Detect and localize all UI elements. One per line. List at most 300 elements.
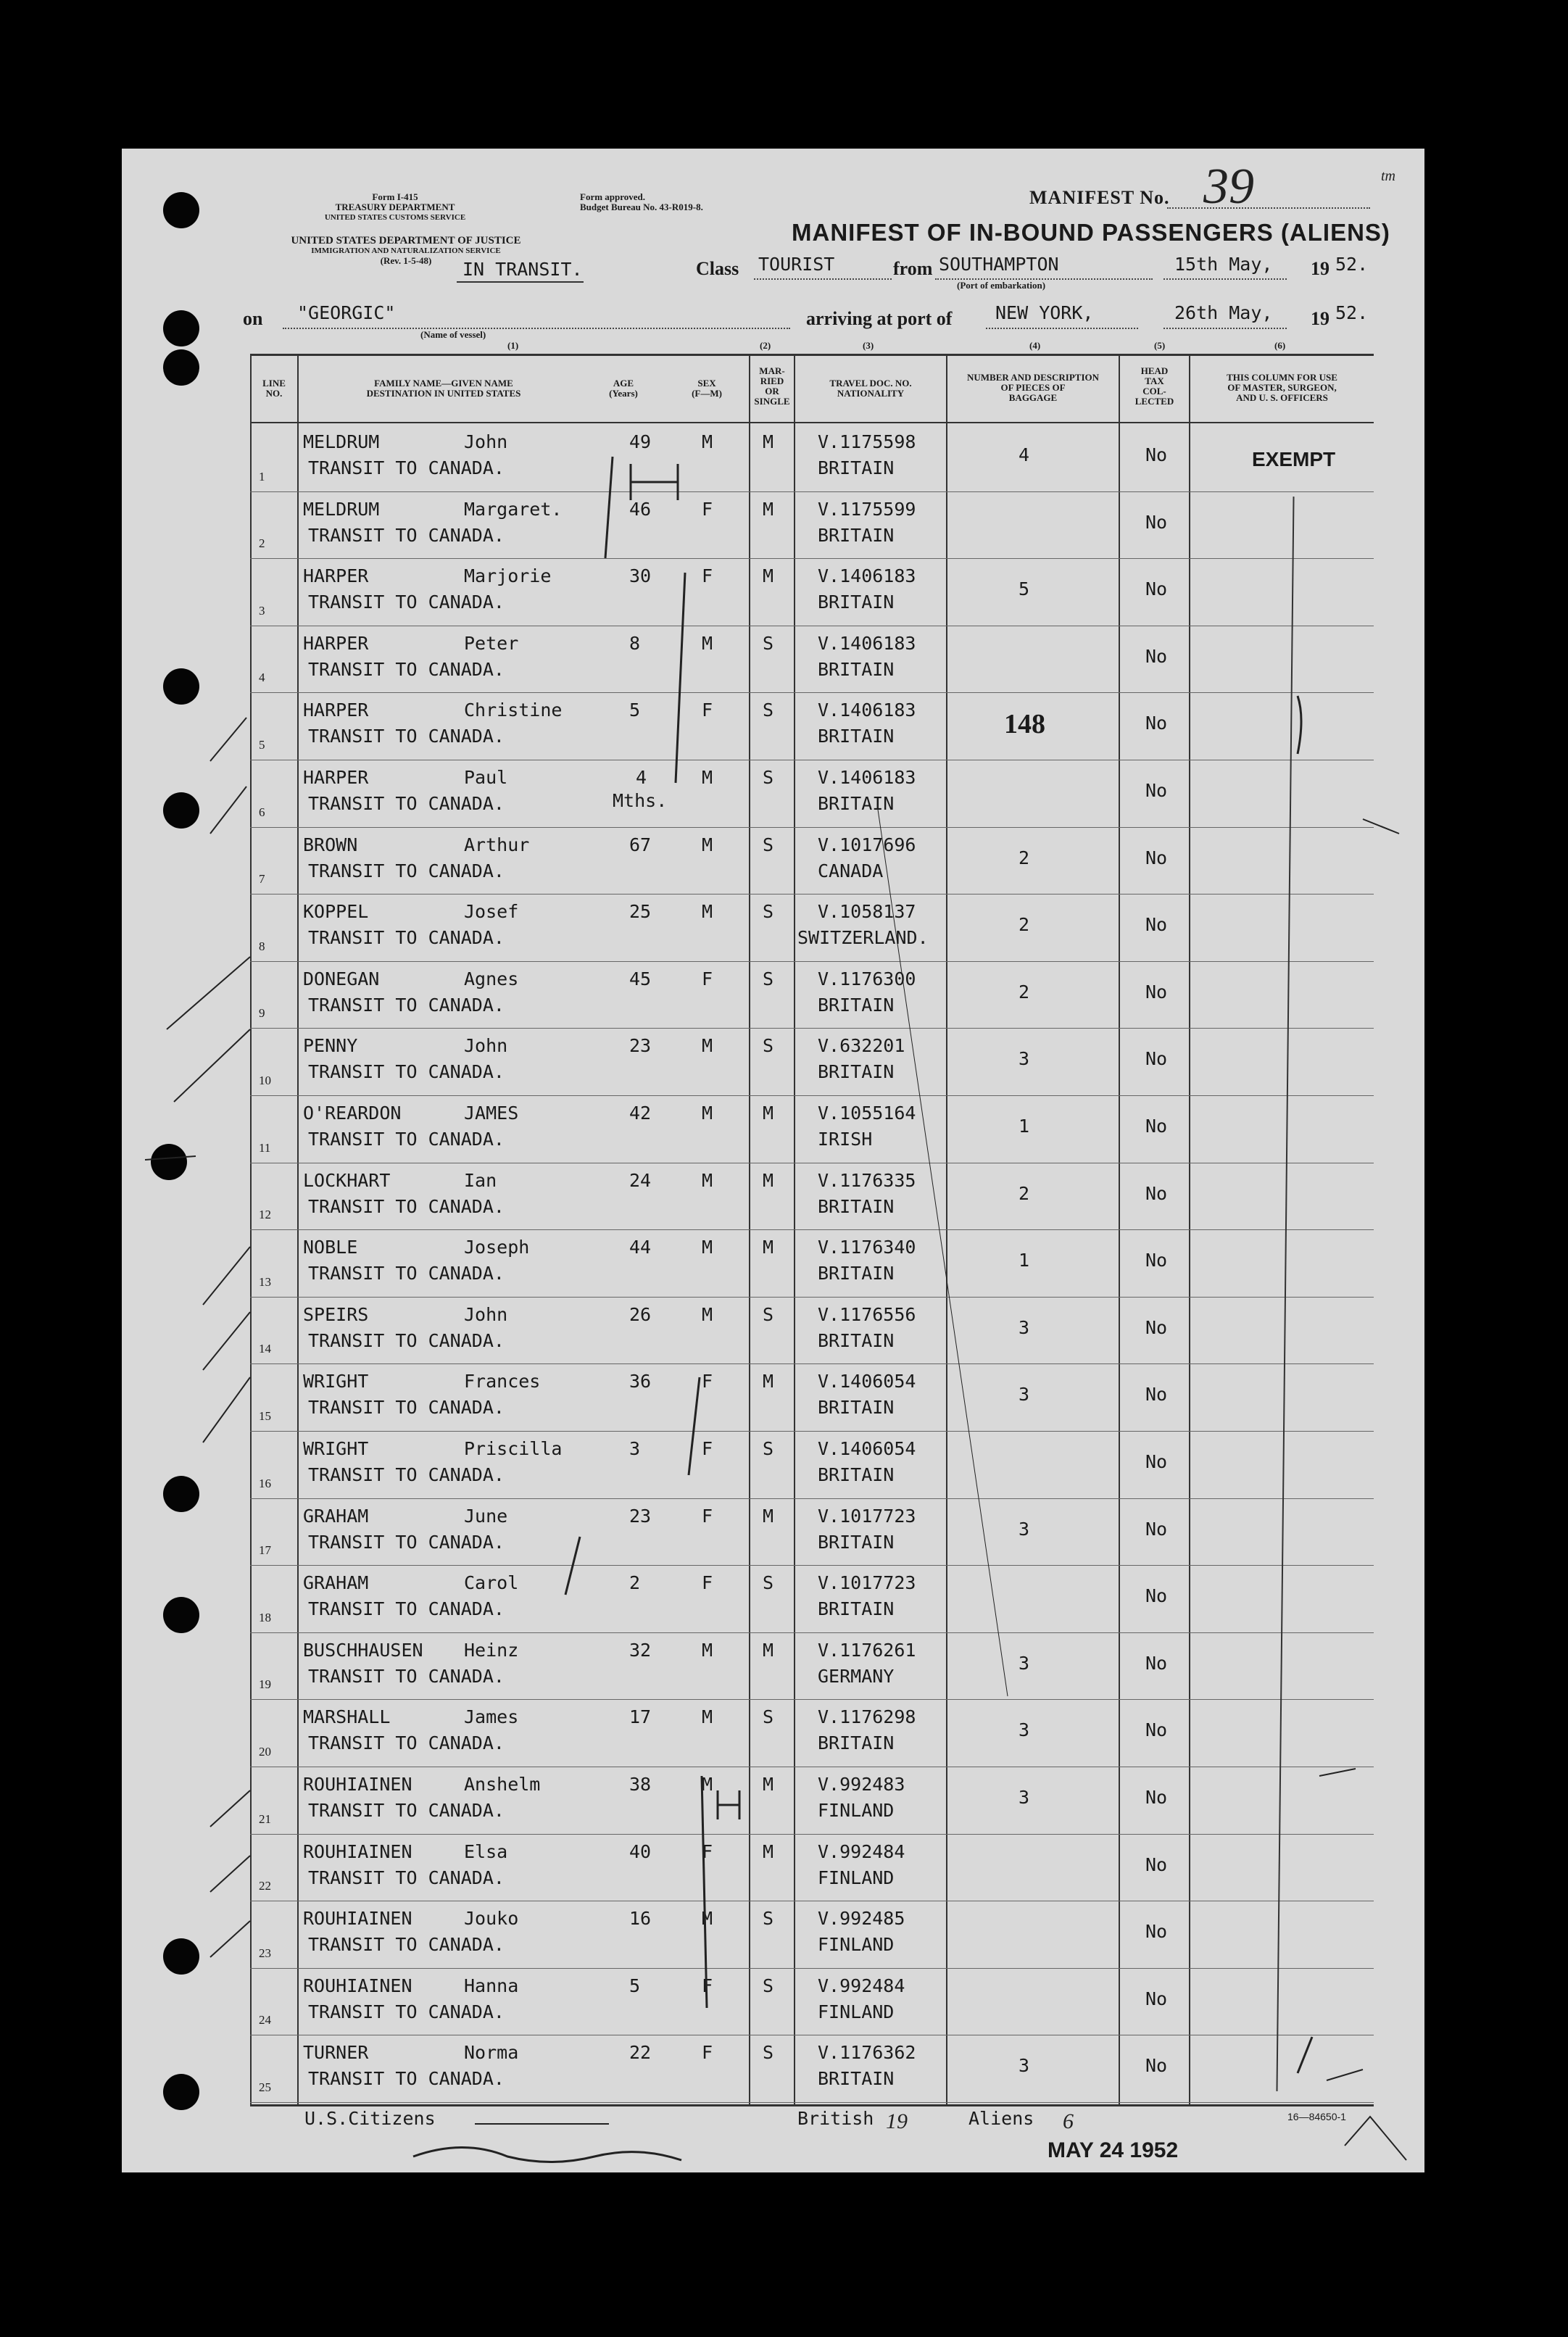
family-name: HARPER [303, 767, 369, 788]
age: 25 [629, 901, 652, 923]
sex: M [702, 1706, 713, 1728]
line-number: 18 [259, 1610, 271, 1624]
given-name: Carol [464, 1572, 519, 1594]
age: 4 [636, 767, 647, 788]
travel-doc-no: V.1176556 [818, 1303, 916, 1325]
family-name: SPEIRS [303, 1303, 369, 1325]
line-number: 14 [259, 1342, 271, 1356]
head-tax-status: No [1145, 1048, 1168, 1070]
head-tax-status: No [1145, 1116, 1168, 1137]
manifest-title: MANIFEST OF IN-BOUND PASSENGERS (ALIENS) [792, 219, 1390, 246]
destination: TRANSIT TO CANADA. [308, 591, 505, 613]
line-number: 20 [259, 1745, 271, 1759]
travel-doc-no: V.1055164 [818, 1103, 916, 1124]
age: 49 [629, 431, 652, 452]
line-number: 8 [259, 939, 265, 953]
family-name: WRIGHT [303, 1438, 369, 1459]
page-mark: tm [1381, 168, 1395, 184]
given-name: Jouko [464, 1908, 519, 1930]
baggage-count: 3 [1019, 1384, 1030, 1406]
marital-status: S [763, 632, 774, 654]
destination: TRANSIT TO CANADA. [308, 1800, 505, 1821]
header-text: (Years) [609, 388, 638, 399]
family-name: HARPER [303, 632, 369, 654]
british-count: 19 [886, 2109, 908, 2133]
travel-doc-no: V.1406183 [818, 565, 916, 587]
given-name: Marjorie [464, 565, 552, 587]
destination: TRANSIT TO CANADA. [308, 1329, 505, 1351]
baggage-count: 2 [1019, 847, 1030, 868]
given-name: John [464, 431, 508, 452]
nationality: IRISH [818, 1129, 873, 1150]
class-label: Class [696, 258, 739, 279]
nationality: BRITAIN [818, 524, 895, 546]
given-name: Joseph [464, 1237, 530, 1258]
given-name: Ian [464, 1169, 497, 1191]
family-name: PENNY [303, 1035, 358, 1057]
marital-status: S [763, 1303, 774, 1325]
line-number: 12 [259, 1208, 271, 1222]
marital-status: S [763, 1908, 774, 1930]
nationality: BRITAIN [818, 457, 895, 478]
family-name: HARPER [303, 700, 369, 721]
given-name: Paul [464, 767, 508, 788]
destination: TRANSIT TO CANADA. [308, 860, 505, 881]
line-number: 21 [259, 1811, 271, 1826]
head-tax-status: No [1145, 1854, 1168, 1875]
vessel-label: (Name of vessel) [420, 329, 486, 340]
family-name: GRAHAM [303, 1572, 369, 1594]
destination: TRANSIT TO CANADA. [308, 1263, 505, 1284]
line-number: 15 [259, 1409, 271, 1423]
travel-doc-no: V.1406183 [818, 767, 916, 788]
marital-status: S [763, 834, 774, 855]
header-text: HEAD [1140, 365, 1169, 376]
port-embark-label: (Port of embarkation) [957, 280, 1046, 291]
head-tax-status: No [1145, 780, 1168, 801]
col-num: (5) [1154, 340, 1166, 351]
budget-bureau-line: Budget Bureau No. 43-R019-8. [580, 202, 703, 212]
travel-doc-no: V.1176340 [818, 1237, 916, 1258]
nationality: BRITAIN [818, 1732, 895, 1754]
manifest-number: 39 [1203, 159, 1254, 215]
age: 17 [629, 1706, 652, 1728]
age: 16 [629, 1908, 652, 1930]
family-name: BUSCHHAUSEN [303, 1639, 423, 1661]
given-name: Arthur [464, 834, 530, 855]
col-num: (4) [1029, 340, 1041, 351]
age: 5 [629, 700, 641, 721]
sex: M [702, 1303, 713, 1325]
line-number: 10 [259, 1074, 271, 1087]
customs-service: UNITED STATES CUSTOMS SERVICE [324, 213, 466, 222]
family-name: TURNER [303, 2042, 369, 2064]
line-number: 7 [259, 872, 265, 887]
marital-status: S [763, 2042, 774, 2064]
aliens-label: Aliens [968, 2108, 1034, 2129]
age: 36 [629, 1371, 652, 1392]
head-tax-status: No [1145, 914, 1168, 936]
family-name: BROWN [303, 834, 358, 855]
destination: TRANSIT TO CANADA. [308, 1397, 505, 1419]
given-name: Hanna [464, 1975, 519, 1996]
age-unit: Mths. [613, 790, 668, 811]
line-number: 9 [259, 1006, 265, 1021]
approval-line: Form approved. [580, 191, 646, 202]
marital-status: S [763, 1706, 774, 1728]
travel-doc-no: V.1175599 [818, 498, 916, 520]
marital-status: S [763, 1035, 774, 1057]
destination: TRANSIT TO CANADA. [308, 927, 505, 949]
nationality: BRITAIN [818, 1598, 895, 1620]
age: 38 [629, 1774, 652, 1795]
year-prefix: 19 [1311, 308, 1330, 329]
line-number: 17 [259, 1543, 271, 1558]
sex: F [702, 498, 713, 520]
family-name: MARSHALL [303, 1706, 391, 1728]
head-tax-status: No [1145, 1182, 1168, 1204]
arriving-label: arriving at port of [806, 308, 953, 329]
doj-line: UNITED STATES DEPARTMENT OF JUSTICE [291, 235, 521, 246]
sex: M [702, 1908, 713, 1930]
revision-line: (Rev. 1-5-48) [380, 255, 432, 266]
nationality: BRITAIN [818, 1397, 895, 1419]
sex: F [702, 1505, 713, 1527]
family-name: O'REARDON [303, 1103, 402, 1124]
age: 2 [629, 1572, 641, 1594]
given-name: Peter [464, 632, 519, 654]
col-num: (2) [760, 340, 771, 351]
given-name: Elsa [464, 1840, 508, 1862]
marital-status: M [763, 1169, 774, 1191]
class-value: TOURIST [758, 254, 835, 275]
marital-status: S [763, 700, 774, 721]
header-text: SEX [697, 378, 716, 389]
head-tax-status: No [1145, 1988, 1168, 2009]
family-name: MELDRUM [303, 498, 380, 520]
age: 3 [629, 1438, 641, 1459]
header-text: AND U. S. OFFICERS [1236, 392, 1328, 403]
line-number: 6 [259, 805, 265, 819]
marital-status: S [763, 1975, 774, 1996]
header-text: NUMBER AND DESCRIPTION [966, 372, 1100, 383]
head-tax-status: No [1145, 1250, 1168, 1271]
line-number: 13 [259, 1274, 271, 1289]
marital-status: M [763, 1237, 774, 1258]
baggage-count: 3 [1019, 1652, 1030, 1674]
nationality: FINLAND [818, 1800, 895, 1821]
given-name: Priscilla [464, 1438, 563, 1459]
travel-doc-no: V.1176335 [818, 1169, 916, 1191]
family-name: ROUHIAINEN [303, 1908, 412, 1930]
age: 8 [629, 632, 641, 654]
marital-status: M [763, 498, 774, 520]
header-text: NO. [265, 388, 283, 399]
nationality: BRITAIN [818, 1195, 895, 1217]
from-label: from [893, 258, 933, 279]
baggage-count: 5 [1019, 578, 1030, 600]
baggage-count: 3 [1019, 1719, 1030, 1741]
family-name: DONEGAN [303, 968, 380, 989]
marital-status: M [763, 565, 774, 587]
head-tax-status: No [1145, 578, 1168, 600]
destination: TRANSIT TO CANADA. [308, 1061, 505, 1083]
nationality: CANADA [818, 860, 884, 881]
marital-status: M [763, 431, 774, 452]
nationality: FINLAND [818, 1934, 895, 1956]
on-label: on [243, 308, 263, 329]
family-name: ROUHIAINEN [303, 1975, 412, 1996]
given-name: James [464, 1706, 519, 1728]
nationality: BRITAIN [818, 1263, 895, 1284]
sex: M [702, 1035, 713, 1057]
header-text: LECTED [1134, 396, 1174, 407]
print-code: 16—84650-1 [1287, 2111, 1346, 2122]
header-text: DESTINATION IN UNITED STATES [366, 388, 521, 399]
header-text: SINGLE [754, 396, 790, 407]
destination: TRANSIT TO CANADA. [308, 1934, 505, 1956]
line-number: 3 [259, 603, 265, 618]
baggage-count: 3 [1019, 1316, 1030, 1338]
head-tax-status: No [1145, 511, 1168, 533]
destination: TRANSIT TO CANADA. [308, 793, 505, 814]
age: 42 [629, 1103, 652, 1124]
head-tax-status: No [1145, 713, 1168, 734]
date-stamp: MAY 24 1952 [1048, 2138, 1179, 2162]
given-name: JAMES [464, 1103, 519, 1124]
destination: TRANSIT TO CANADA. [308, 1598, 505, 1620]
baggage-count: 2 [1019, 1182, 1030, 1204]
given-name: Margaret. [464, 498, 563, 520]
nationality: FINLAND [818, 1867, 895, 1888]
travel-doc-no: V.1175598 [818, 431, 916, 452]
given-name: Heinz [464, 1639, 519, 1661]
line-number: 24 [259, 2013, 271, 2027]
from-port: SOUTHAMPTON [939, 254, 1059, 275]
given-name: John [464, 1035, 508, 1057]
travel-doc-no: V.1406054 [818, 1438, 916, 1459]
line-number: 16 [259, 1476, 271, 1490]
head-tax-status: No [1145, 1451, 1168, 1472]
travel-doc-no: V.1176300 [818, 968, 916, 989]
treasury-dept: TREASURY DEPARTMENT [335, 202, 455, 212]
destination: TRANSIT TO CANADA. [308, 1665, 505, 1687]
travel-doc-no: V.632201 [818, 1035, 905, 1057]
nationality: BRITAIN [818, 1329, 895, 1351]
nationality: BRITAIN [818, 591, 895, 613]
marital-status: M [763, 1505, 774, 1527]
header-text: (F—M) [692, 388, 722, 399]
travel-doc-no: V.1176362 [818, 2042, 916, 2064]
family-name: KOPPEL [303, 901, 369, 923]
age: 44 [629, 1237, 652, 1258]
nationality: BRITAIN [818, 994, 895, 1016]
departure-date: 15th May, [1174, 254, 1273, 275]
head-tax-status: No [1145, 1652, 1168, 1674]
baggage-count: 2 [1019, 914, 1030, 936]
family-name: ROUHIAINEN [303, 1774, 412, 1795]
travel-doc-no: V.1406183 [818, 632, 916, 654]
col-num: (1) [507, 340, 519, 351]
head-tax-status: No [1145, 2055, 1168, 2077]
line-number: 2 [259, 536, 265, 551]
age: 67 [629, 834, 652, 855]
sex: F [702, 1840, 713, 1862]
baggage-count: 3 [1019, 1048, 1030, 1070]
baggage-count: 4 [1019, 444, 1030, 465]
us-citizens-label: U.S.Citizens [304, 2108, 436, 2129]
nationality: BRITAIN [818, 726, 895, 747]
destination: TRANSIT TO CANADA. [308, 2068, 505, 2090]
in-transit-label: IN TRANSIT. [462, 259, 583, 280]
head-tax-status: No [1145, 1316, 1168, 1338]
destination: TRANSIT TO CANADA. [308, 1464, 505, 1485]
travel-doc-no: V.1017723 [818, 1572, 916, 1594]
destination: TRANSIT TO CANADA. [308, 524, 505, 546]
aliens-count: 6 [1063, 2109, 1074, 2133]
destination: TRANSIT TO CANADA. [308, 658, 505, 680]
marital-status: S [763, 901, 774, 923]
british-label: British [797, 2108, 874, 2129]
header-text: AGE [613, 378, 634, 389]
nationality: BRITAIN [818, 1061, 895, 1083]
line-number: 23 [259, 1946, 271, 1960]
head-tax-status: No [1145, 1384, 1168, 1406]
header-text: OF MASTER, SURGEON, [1227, 382, 1337, 393]
form-number: Form I-415 [372, 191, 418, 202]
travel-doc-no: V.1176298 [818, 1706, 916, 1728]
nationality: GERMANY [818, 1665, 895, 1687]
given-name: Norma [464, 2042, 519, 2064]
nationality: BRITAIN [818, 658, 895, 680]
sex: F [702, 1975, 713, 1996]
exempt-stamp: EXEMPT [1252, 448, 1336, 470]
family-name: WRIGHT [303, 1371, 369, 1392]
marital-status: S [763, 1572, 774, 1594]
given-name: Josef [464, 901, 519, 923]
sex: M [702, 632, 713, 654]
sex: F [702, 700, 713, 721]
travel-doc-no: V.992484 [818, 1840, 905, 1862]
given-name: Christine [464, 700, 563, 721]
age: 23 [629, 1505, 652, 1527]
header-text: LINE [262, 378, 286, 389]
age: 22 [629, 2042, 652, 2064]
sex: M [702, 767, 713, 788]
marital-status: M [763, 1774, 774, 1795]
baggage-count: 148 [1004, 709, 1045, 740]
sex: F [702, 565, 713, 587]
line-number: 25 [259, 2080, 271, 2094]
line-number: 5 [259, 738, 265, 752]
travel-doc-no: V.992483 [818, 1774, 905, 1795]
given-name: June [464, 1505, 508, 1527]
destination: TRANSIT TO CANADA. [308, 1531, 505, 1553]
head-tax-status: No [1145, 1518, 1168, 1540]
given-name: Anshelm [464, 1774, 541, 1795]
sex: M [702, 834, 713, 855]
baggage-count: 3 [1019, 1518, 1030, 1540]
travel-doc-no: V.992484 [818, 1975, 905, 1996]
sex: F [702, 968, 713, 989]
year-prefix: 19 [1311, 258, 1330, 279]
vessel-name: "GEORGIC" [297, 302, 396, 323]
header-text: MAR- [759, 365, 785, 376]
given-name: Frances [464, 1371, 541, 1392]
family-name: NOBLE [303, 1237, 358, 1258]
line-number: 4 [259, 671, 265, 685]
age: 32 [629, 1639, 652, 1661]
head-tax-status: No [1145, 444, 1168, 465]
baggage-count: 3 [1019, 1787, 1030, 1808]
baggage-count: 3 [1019, 2055, 1030, 2077]
travel-doc-no: V.992485 [818, 1908, 905, 1930]
header-text: BAGGAGE [1008, 392, 1058, 403]
ins-line: IMMIGRATION AND NATURALIZATION SERVICE [311, 246, 501, 255]
departure-year: 52. [1335, 254, 1369, 275]
marital-status: S [763, 968, 774, 989]
col-num: (3) [863, 340, 874, 351]
line-number: 19 [259, 1677, 271, 1692]
line-number: 1 [259, 469, 265, 483]
sex: M [702, 1639, 713, 1661]
sex: F [702, 1371, 713, 1392]
nationality: BRITAIN [818, 793, 895, 814]
header-text: OR [765, 386, 779, 397]
marital-status: M [763, 1103, 774, 1124]
destination: TRANSIT TO CANADA. [308, 1732, 505, 1754]
destination: TRANSIT TO CANADA. [308, 1195, 505, 1217]
destination: TRANSIT TO CANADA. [308, 726, 505, 747]
age: 45 [629, 968, 652, 989]
age: 46 [629, 498, 652, 520]
nationality: BRITAIN [818, 1531, 895, 1553]
travel-doc-no: V.1058137 [818, 901, 916, 923]
header-text: THIS COLUMN FOR USE [1227, 372, 1337, 383]
destination: TRANSIT TO CANADA. [308, 457, 505, 478]
marital-status: S [763, 767, 774, 788]
sex: F [702, 2042, 713, 2064]
age: 26 [629, 1303, 652, 1325]
baggage-count: 1 [1019, 1116, 1030, 1137]
header-text: RIED [760, 375, 784, 386]
col-num: (6) [1274, 340, 1286, 351]
baggage-count: 2 [1019, 981, 1030, 1003]
family-name: MELDRUM [303, 431, 380, 452]
sex: F [702, 1572, 713, 1594]
sex: M [702, 431, 713, 452]
destination: TRANSIT TO CANADA. [308, 1129, 505, 1150]
header-text: OF PIECES OF [1000, 382, 1066, 393]
nationality: BRITAIN [818, 1464, 895, 1485]
sex: M [702, 1103, 713, 1124]
nationality: BRITAIN [818, 2068, 895, 2090]
nationality: SWITZERLAND. [797, 927, 929, 949]
line-number: 22 [259, 1879, 271, 1893]
marital-status: S [763, 1438, 774, 1459]
given-name: John [464, 1303, 508, 1325]
travel-doc-no: V.1176261 [818, 1639, 916, 1661]
destination: TRANSIT TO CANADA. [308, 1867, 505, 1888]
age: 40 [629, 1840, 652, 1862]
header-text: COL- [1142, 386, 1166, 397]
header-text: TRAVEL DOC. NO. [829, 378, 912, 389]
head-tax-status: No [1145, 847, 1168, 868]
head-tax-status: No [1145, 645, 1168, 667]
age: 23 [629, 1035, 652, 1057]
head-tax-status: No [1145, 1921, 1168, 1943]
header-text: FAMILY NAME—GIVEN NAME [374, 378, 513, 389]
